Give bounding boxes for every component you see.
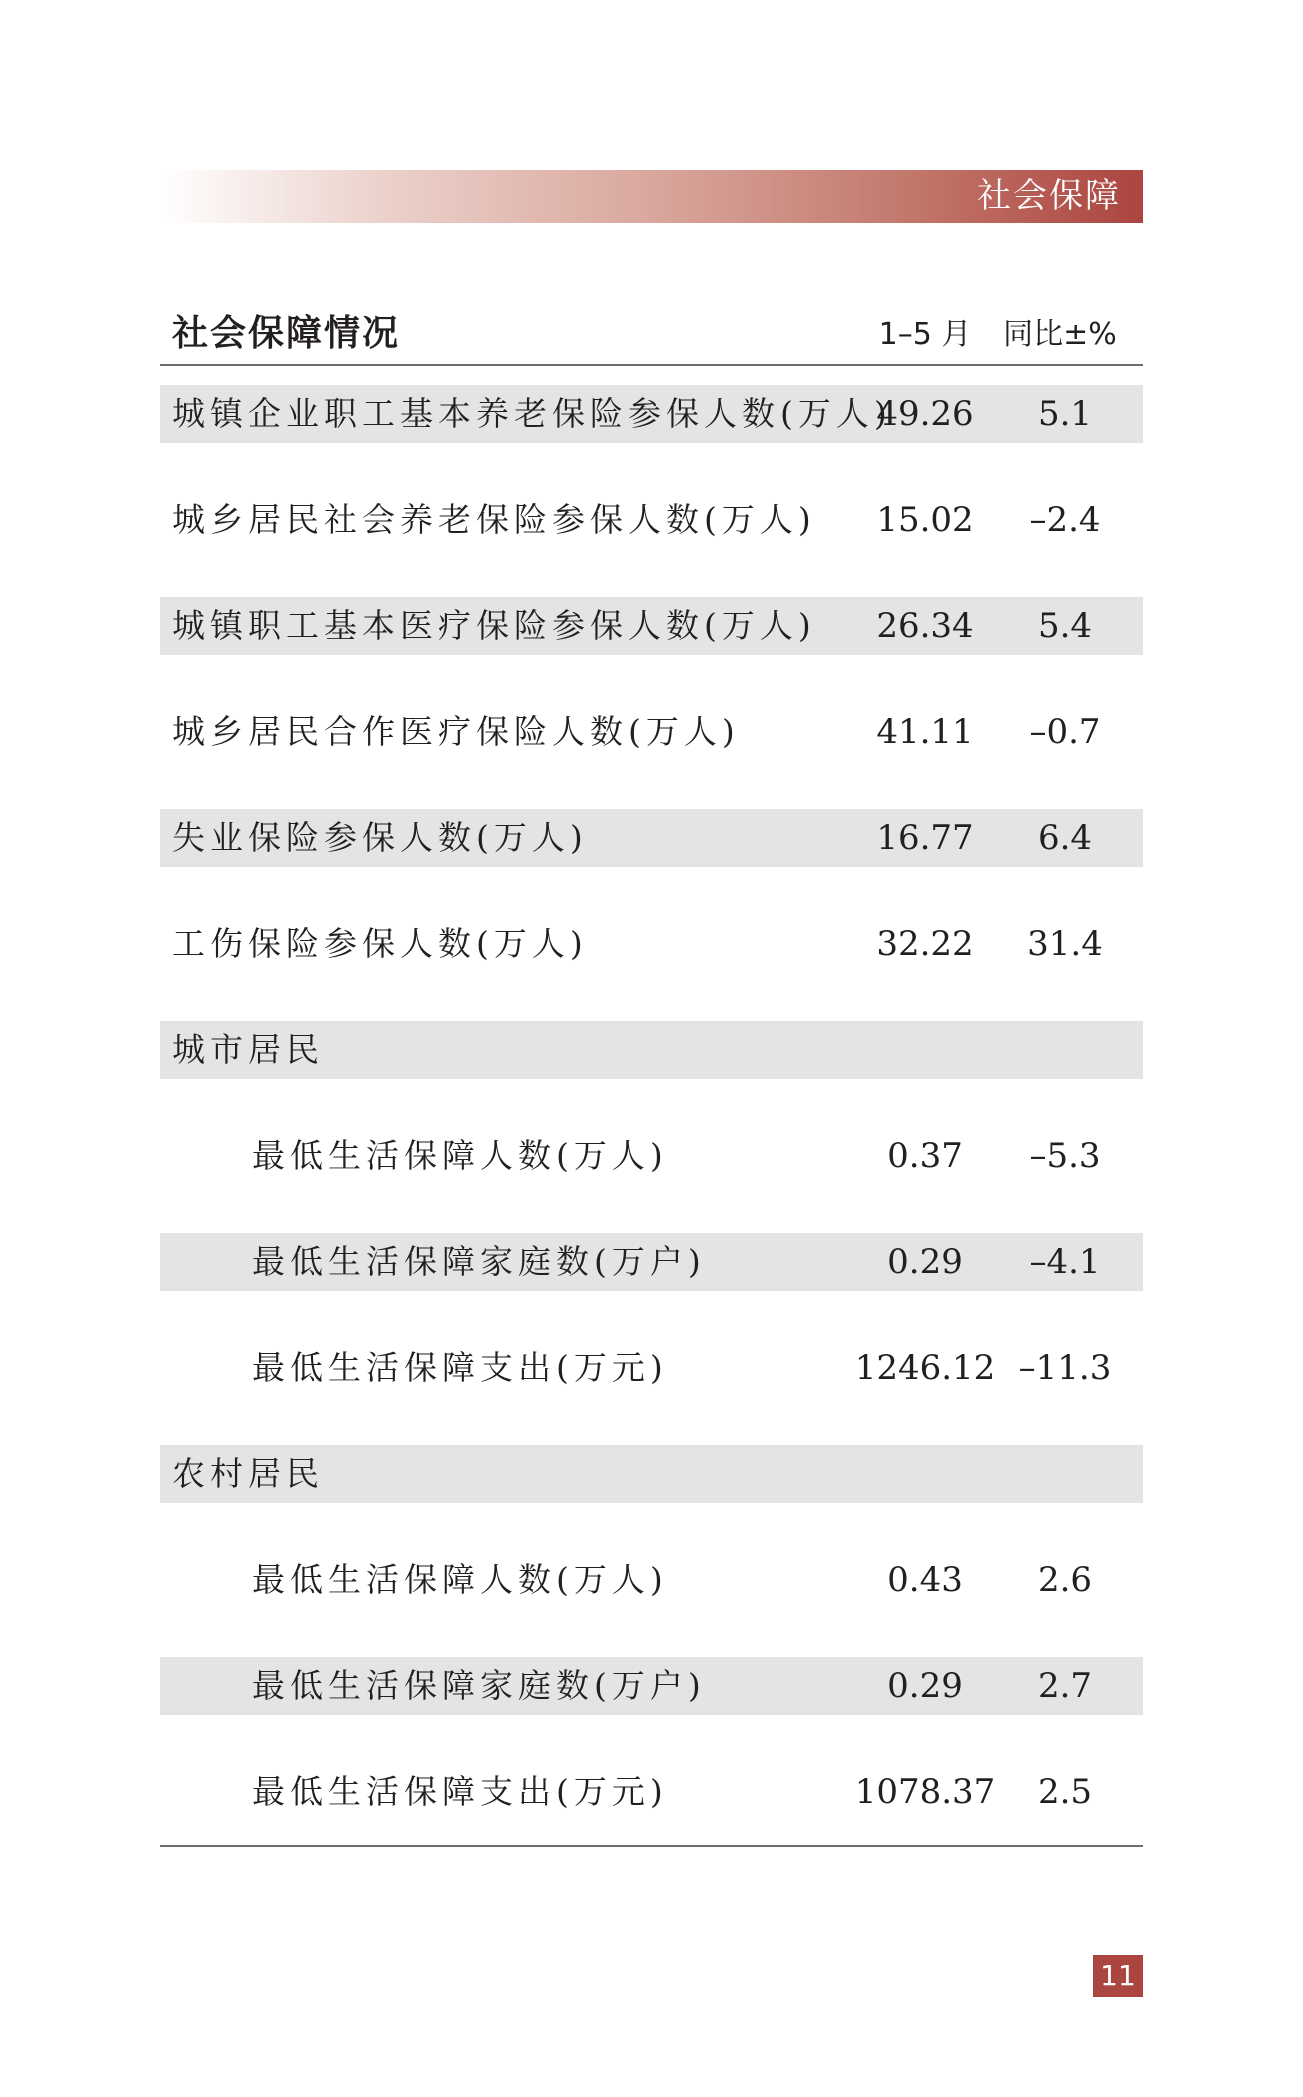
table-group-row [160, 1445, 1143, 1503]
table-row [160, 1339, 1143, 1397]
column-header-yoy: 同比±% [1003, 317, 1117, 352]
row-label: 最低生活保障人数(万人) [252, 1136, 668, 1175]
row-label: 最低生活保障家庭数(万户) [252, 1666, 706, 1705]
row-label: 最低生活保障支出(万元) [252, 1772, 668, 1811]
row-value: 0.29 [887, 1666, 963, 1706]
row-yoy: 2.6 [1037, 1560, 1093, 1600]
row-label: 城镇企业职工基本养老保险参保人数(万人) [172, 394, 892, 433]
row-yoy: 5.1 [1037, 394, 1093, 434]
row-value: 1246.12 [854, 1348, 996, 1388]
row-label: 工伤保险参保人数(万人) [172, 924, 588, 963]
table-row [160, 1657, 1143, 1715]
section-title: 社会保障 [977, 176, 1121, 216]
table-row [160, 1551, 1143, 1609]
table-row [160, 597, 1143, 655]
row-value: 0.43 [887, 1560, 963, 1600]
group-label: 城市居民 [172, 1030, 324, 1069]
row-yoy [1000, 1445, 1130, 1503]
row-value [850, 1021, 1000, 1079]
row-yoy: 6.4 [1037, 818, 1093, 858]
table-row [160, 1763, 1143, 1821]
row-yoy: –4.1 [1029, 1242, 1101, 1282]
row-label: 失业保险参保人数(万人) [172, 818, 588, 857]
table-group-row [160, 1021, 1143, 1079]
table-row [160, 809, 1143, 867]
table-row [160, 385, 1143, 443]
table-title: 社会保障情况 [172, 313, 401, 354]
row-value: 0.29 [887, 1242, 963, 1282]
row-value: 32.22 [876, 924, 974, 964]
column-header-period: 1–5 月 [878, 317, 972, 352]
table-row [160, 1233, 1143, 1291]
row-yoy: –0.7 [1029, 712, 1101, 752]
table-row [160, 915, 1143, 973]
row-label: 城乡居民社会养老保险参保人数(万人) [172, 500, 816, 539]
table-header [160, 295, 1143, 365]
row-label: 最低生活保障人数(万人) [252, 1560, 668, 1599]
row-yoy: –11.3 [1018, 1348, 1112, 1388]
row-label: 最低生活保障家庭数(万户) [252, 1242, 706, 1281]
table-row [160, 1127, 1143, 1185]
row-value: 15.02 [876, 500, 974, 540]
row-yoy: –2.4 [1029, 500, 1101, 540]
row-value: 1078.37 [854, 1772, 996, 1812]
section-banner [160, 170, 1143, 223]
row-yoy: 2.7 [1037, 1666, 1093, 1706]
group-label: 农村居民 [172, 1454, 324, 1493]
row-label: 最低生活保障支出(万元) [252, 1348, 668, 1387]
table-bottom-rule [160, 1845, 1143, 1847]
page-number: 11 [1093, 1955, 1143, 1997]
row-value [850, 1445, 1000, 1503]
row-value: 16.77 [876, 818, 974, 858]
table-body [160, 385, 1143, 1821]
row-value: 41.11 [876, 712, 974, 752]
row-yoy: 5.4 [1037, 606, 1093, 646]
row-label: 城乡居民合作医疗保险人数(万人) [172, 712, 740, 751]
row-yoy: 2.5 [1037, 1772, 1093, 1812]
table-row [160, 491, 1143, 549]
row-yoy: 31.4 [1027, 924, 1103, 964]
row-yoy [1000, 1021, 1130, 1079]
row-yoy: –5.3 [1029, 1136, 1101, 1176]
row-label: 城镇职工基本医疗保险参保人数(万人) [172, 606, 816, 645]
row-value: 0.37 [887, 1136, 963, 1176]
table-top-rule [160, 364, 1143, 366]
row-value: 49.26 [876, 394, 974, 434]
row-value: 26.34 [876, 606, 974, 646]
table-row [160, 703, 1143, 761]
